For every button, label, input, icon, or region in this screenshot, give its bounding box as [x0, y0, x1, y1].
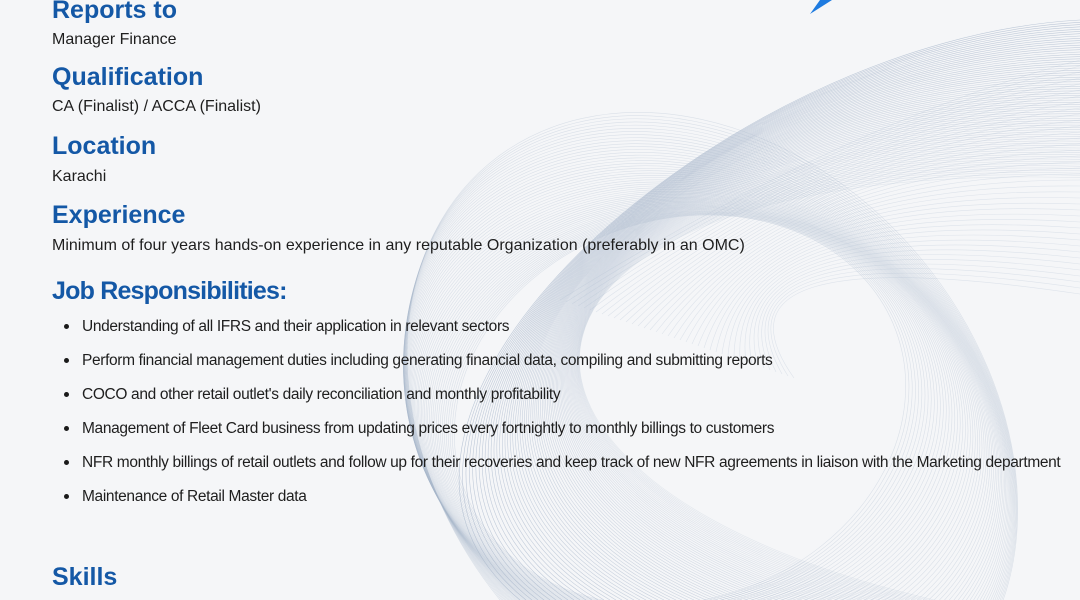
list-item	[82, 378, 1080, 412]
reports-to-value: Manager Finance	[52, 31, 177, 48]
list-item	[82, 446, 1080, 480]
list-item-text: Maintenance of Retail Master data	[82, 488, 307, 505]
qualification-heading: Qualification	[52, 63, 204, 91]
blue-accent-shape	[806, 0, 846, 14]
list-item-text: Understanding of all IFRS and their application in relevant sectors	[82, 318, 510, 335]
bullet-icon	[64, 358, 69, 363]
bullet-icon	[64, 324, 69, 329]
list-item	[82, 412, 1080, 446]
location-heading: Location	[52, 132, 157, 160]
bullet-icon	[64, 392, 69, 397]
bullet-icon	[64, 494, 69, 499]
list-item-text: Management of Fleet Card business from updating prices every fortnightly to monthly billings to customers	[82, 420, 775, 437]
bullet-icon	[64, 460, 69, 465]
experience-heading: Experience	[52, 201, 186, 229]
experience-value: Minimum of four years hands-on experience in any reputable Organization (preferably in an OMC)	[52, 237, 745, 254]
bullet-icon	[64, 426, 69, 431]
list-item-text: Perform financial management duties including generating financial data, compiling and submitting reports	[82, 352, 773, 369]
qualification-value: CA (Finalist) / ACCA (Finalist)	[52, 98, 261, 115]
list-item	[82, 480, 1080, 514]
list-item-text: COCO and other retail outlet's daily reconciliation and monthly profitability	[82, 386, 561, 403]
list-item	[82, 310, 1080, 344]
skills-heading: Skills	[52, 563, 118, 591]
reports-to-heading: Reports to	[52, 0, 177, 24]
location-value: Karachi	[52, 168, 107, 185]
responsibilities-list	[52, 310, 1080, 514]
job-responsibilities-heading: Job Responsibilities:	[52, 277, 287, 305]
list-item-text: NFR monthly billings of retail outlets and follow up for their recoveries and keep track of new NFR agreements in liaison with the Marketing department	[82, 454, 1061, 471]
list-item	[82, 344, 1080, 378]
